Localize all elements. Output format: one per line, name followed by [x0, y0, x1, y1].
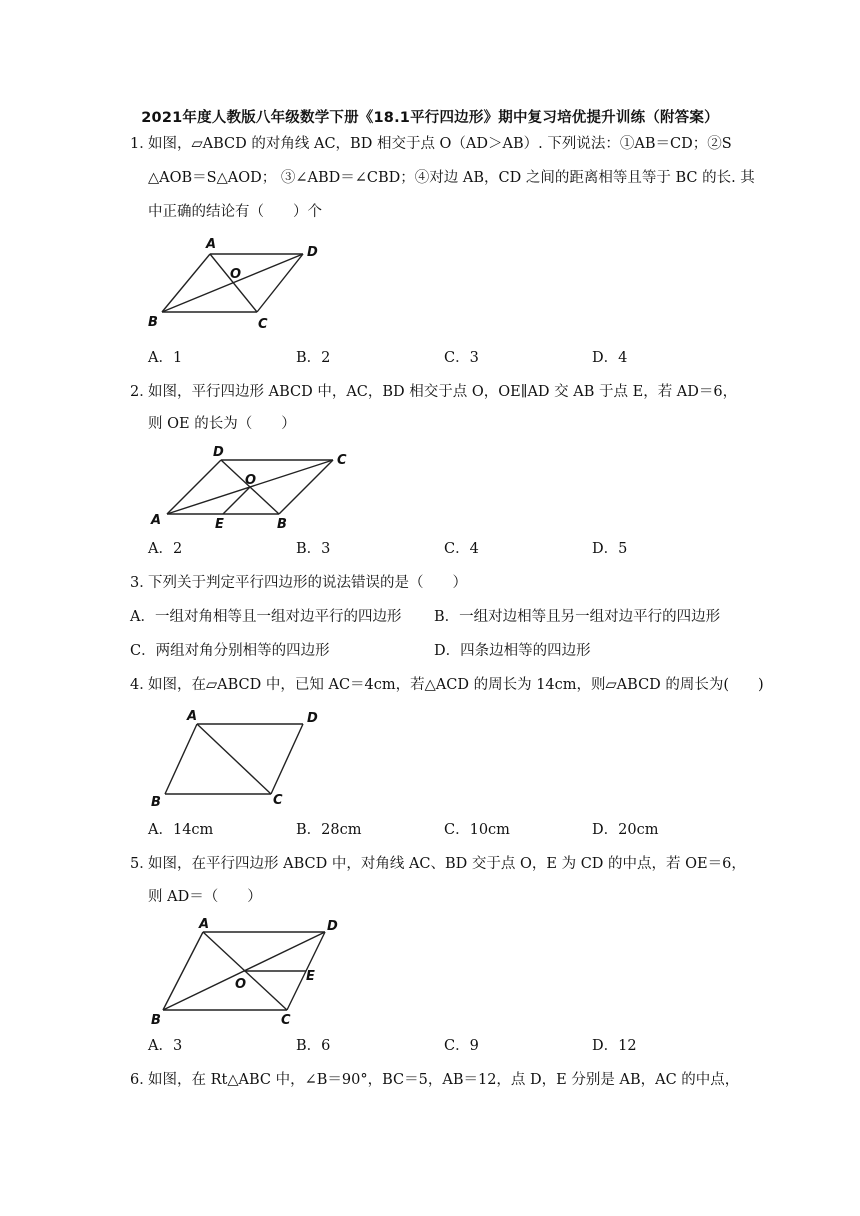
question-number: 5． — [130, 856, 154, 872]
figure-label: C — [337, 453, 347, 468]
question-text-line: 如图，在 Rt△ABC 中，∠B＝90°，BC＝5，AB＝12，点 D，E 分别是 AB，AC 的中点， — [148, 1072, 740, 1088]
option-c: C．4 — [444, 541, 479, 557]
question-text-line: 如图，▱ABCD 的对角线 AC，BD 相交于点 O（AD＞AB）. 下列说法：①AB＝CD；②S — [148, 136, 732, 152]
option-c: C．10cm — [444, 822, 510, 838]
figure-label: A — [187, 709, 198, 724]
document-title: 2021年度人教版八年级数学下册《18.1平行四边形》期中复习培优提升训练（附答案） — [141, 110, 719, 126]
figure-label: D — [213, 445, 224, 460]
option-a: A．2 — [148, 541, 183, 557]
figure-label: D — [307, 711, 318, 726]
option-b: B．一组对边相等且另一组对边平行的四边形 — [434, 609, 721, 625]
option-d: D．四条边相等的四边形 — [434, 643, 591, 659]
question-number: 1． — [130, 136, 154, 152]
figure-label: B — [148, 315, 158, 330]
figure-label: C — [273, 793, 283, 808]
question-number: 3． — [130, 575, 154, 591]
option-b: B．6 — [296, 1038, 331, 1054]
figure-label: B — [151, 1013, 161, 1028]
question-number: 2． — [130, 384, 154, 400]
figure-label: O — [245, 473, 257, 488]
option-c: C．3 — [444, 350, 479, 366]
question-number: 4． — [130, 677, 154, 693]
option-a: A．1 — [148, 350, 183, 366]
figure-label: E — [306, 969, 315, 984]
figure-label: A — [206, 237, 217, 252]
figure-label: A — [199, 917, 210, 932]
option-a: A．14cm — [148, 822, 214, 838]
option-a: A．3 — [148, 1038, 183, 1054]
question-text-line: 如图，平行四边形 ABCD 中，AC，BD 相交于点 O，OE∥AD 交 AB 于点 E，若 AD＝6， — [148, 384, 738, 400]
question-number: 6． — [130, 1072, 154, 1088]
option-a: A．一组对角相等且一组对边平行的四边形 — [130, 609, 402, 625]
parallelogram-figure — [145, 914, 355, 1029]
figure-label: B — [151, 795, 161, 810]
figure-label: D — [327, 919, 338, 934]
question-text-line: 如图，在▱ABCD 中，已知 AC＝4cm，若△ACD 的周长为 14cm，则▱ABCD 的周长为( ) — [148, 677, 764, 693]
option-d: D．12 — [592, 1038, 637, 1054]
question-text-line: △AOB＝S△AOD； ③∠ABD＝∠CBD；④对边 AB，CD 之间的距离相等且等于 BC 的长. 其 — [148, 170, 755, 186]
parallelogram-figure — [145, 706, 345, 811]
question-text-line: 下列关于判定平行四边形的说法错误的是（ ） — [148, 575, 467, 591]
figure-label: D — [307, 245, 318, 260]
option-c: C．两组对角分别相等的四边形 — [130, 643, 330, 659]
option-b: B．28cm — [296, 822, 362, 838]
question-text-line: 如图，在平行四边形 ABCD 中，对角线 AC、BD 交于点 O，E 为 CD 的中点，若 OE＝6， — [148, 856, 746, 872]
option-d: D．20cm — [592, 822, 659, 838]
option-d: D．5 — [592, 541, 628, 557]
figure-label: E — [215, 517, 224, 532]
figure-label: A — [151, 513, 162, 528]
figure-label: C — [258, 317, 268, 332]
question-text-line: 中正确的结论有（ ）个 — [148, 204, 322, 220]
option-d: D．4 — [592, 350, 628, 366]
parallelogram-figure — [140, 232, 340, 332]
figure-label: C — [281, 1013, 291, 1028]
question-text-line: 则 OE 的长为（ ） — [148, 416, 296, 432]
option-b: B．2 — [296, 350, 331, 366]
parallelogram-figure — [145, 442, 365, 532]
figure-label: O — [235, 977, 247, 992]
figure-label: B — [277, 517, 287, 532]
figure-label: O — [230, 267, 242, 282]
option-c: C．9 — [444, 1038, 479, 1054]
question-text-line: 则 AD＝（ ） — [148, 889, 262, 905]
option-b: B．3 — [296, 541, 331, 557]
